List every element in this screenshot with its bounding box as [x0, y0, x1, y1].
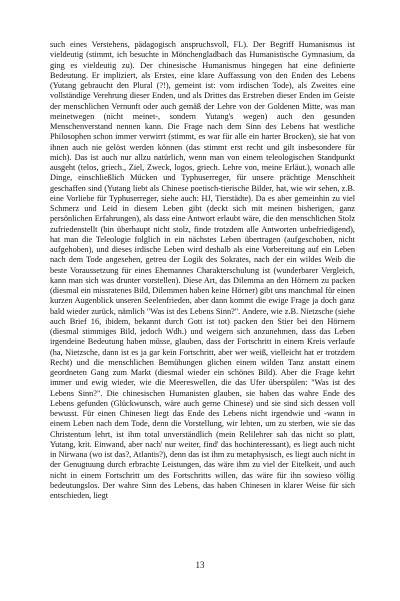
page-number: 13 — [195, 560, 205, 570]
body-paragraph: such eines Verstehens, pädagogisch anspruchsvoll, FL). Der Begriff Humanismus ist vieldeutig (stimmt, ich besuchte in Mönchengladbach das Humanistische Gymnasium, da ging es vieldeutig zu). Der chinesische Humanismus hingegen hat eine definierte Bedeutung. Er impliziert, als Erstes, eine klare Auffassung von den Enden des Lebens (Yutang gebraucht den Plural (?!), gemeint ist: vom irdischen Tode), als Zweites eine vollständige Verehrung dieser Enden, und als Drittes das Erstreben dieser Enden im Geiste der menschlichen Vernunft oder auch gemäß der Lehre von der Goldenen Mitte, was man meinetwegen (nicht meinet-, sondern Yutang's wegen) auch den gesunden Menschenverstand nennen kann. Die Frage nach dem Sinn des Lebens hat westliche Philosophen schon immer verwirrt (stimmt, es war für alle ein harter Brocken), sie hat von ihnen auch nie gelöst werden können (das stimmt erst recht und gilt insbesondere für mich). Das ist auch nur allzu natürlich, wenn man von einem teleologischen Standpunkt ausgeht (telos, griech., Ziel, Zweck, logos, griech. Lehre von, meine Erläut.), wonach alle Dinge, einschließlich Mücken und Typhuserreger, für unsere prächtige Menschheit geschaffen sind (Yutang liebt als Chinese poetisch-tierische Bilder, hat, wie wir sehen, z.B. eine Vorliebe für Typhuserreger, siehe auch: HJ, Tierstädte). Da es aber gemeinhin zu viel Schmerz und Leid in diesem Leben gibt (deckt sich mit meinen bisherigen, ganz persönlichen Erfahrungen), als dass eine Antwort erlaubt wäre, die den menschlichen Stolz zufriedenstellt (bin überhaupt nicht stolz, finde trotzdem alle Antworten unbefriedigend), hat man die Teleologie folglich in ein nächstes Leben übertragen (aufgeschoben, nicht aufgehoben), und dieses irdische Leben wird deshalb als eine Vorbereitung auf ein Leben nach dem Tode angesehen, getreu der Logik des Sokrates, nach der ein wildes Weib die beste Voraussetzung für eines Ehemannes Charakterschulung ist (wunderbarer Vergleich, kann man sich was drunter vorstellen). Diese Art, das Dilemma an den Hörnern zu packen (diesmal ein missratenes Bild, Dilemmen haben keine Hörner) gibt uns manchmal für einen kurzen Augenblick unseren Seelenfrieden, aber dann kommt die ewige Frage ja doch ganz bald wieder zurück, nämlich "Was ist des Lebens Sinn?". Andere, wie z.B. Nietzsche (siehe auch Brief 16, ibidem, bekannt durch Gott ist tot) packen den Stier bei den Hörnern (diesmal stimmiges Bild, jedoch Wdh.) und weigern sich anzunehmen, dass das Leben irgendeine Bedeutung haben müsse, glauben, dass der Fortschritt in einem Kreis verlaufe (ha, Nietzsche, dann ist es ja gar kein Fortschritt, aber wer weiß, vielleicht hat er trotzdem Recht) und die menschlichen Bemühungen glichen einem wilden Tanz anstatt einem geordneten Gang zum Markt (diesmal wieder ein schönes Bild). Aber die Frage kehrt immer und ewig wieder, wie die Meereswellen, die das Ufer überspülen: "Was ist des Lebens Sinn?". Die chinesischen Humanisten glauben, sie haben das wahre Ende des Lebens gefunden (Glückwunsch, wäre auch gerne Chinese) und sie sind sich dessen voll bewusst. Für einen Chinesen liegt das Ende des Lebens nicht irgendwie und -wann in einem Leben nach dem Tode, denn die Vorstellung, wir lebten, um zu sterben, wie sie das Christentum lehrt, ist ihm total unverständlich (mein Relilehrer sah das nicht so platt, Yutang, krit. Einwand, aber nach' nur weiter, find' das hochinteressant), es liegt auch nicht in Nirwana (wo ist das?, Atlantis?), denn das ist ihm zu metaphysisch, es liegt auch nicht in der Genugtuung durch erbrachte Leistungen, das wäre ihm zu viel der Eitelkeit, und auch nicht in einem Fortschritt um des Fortschritts willen, das wäre für ihn sowieso völlig bedeutungslos. Der wahre Sinn des Lebens, das haben Chinesen in klarer Weise für sich entschieden, liegt — [50, 40, 355, 500]
body-text — [50, 40, 355, 501]
